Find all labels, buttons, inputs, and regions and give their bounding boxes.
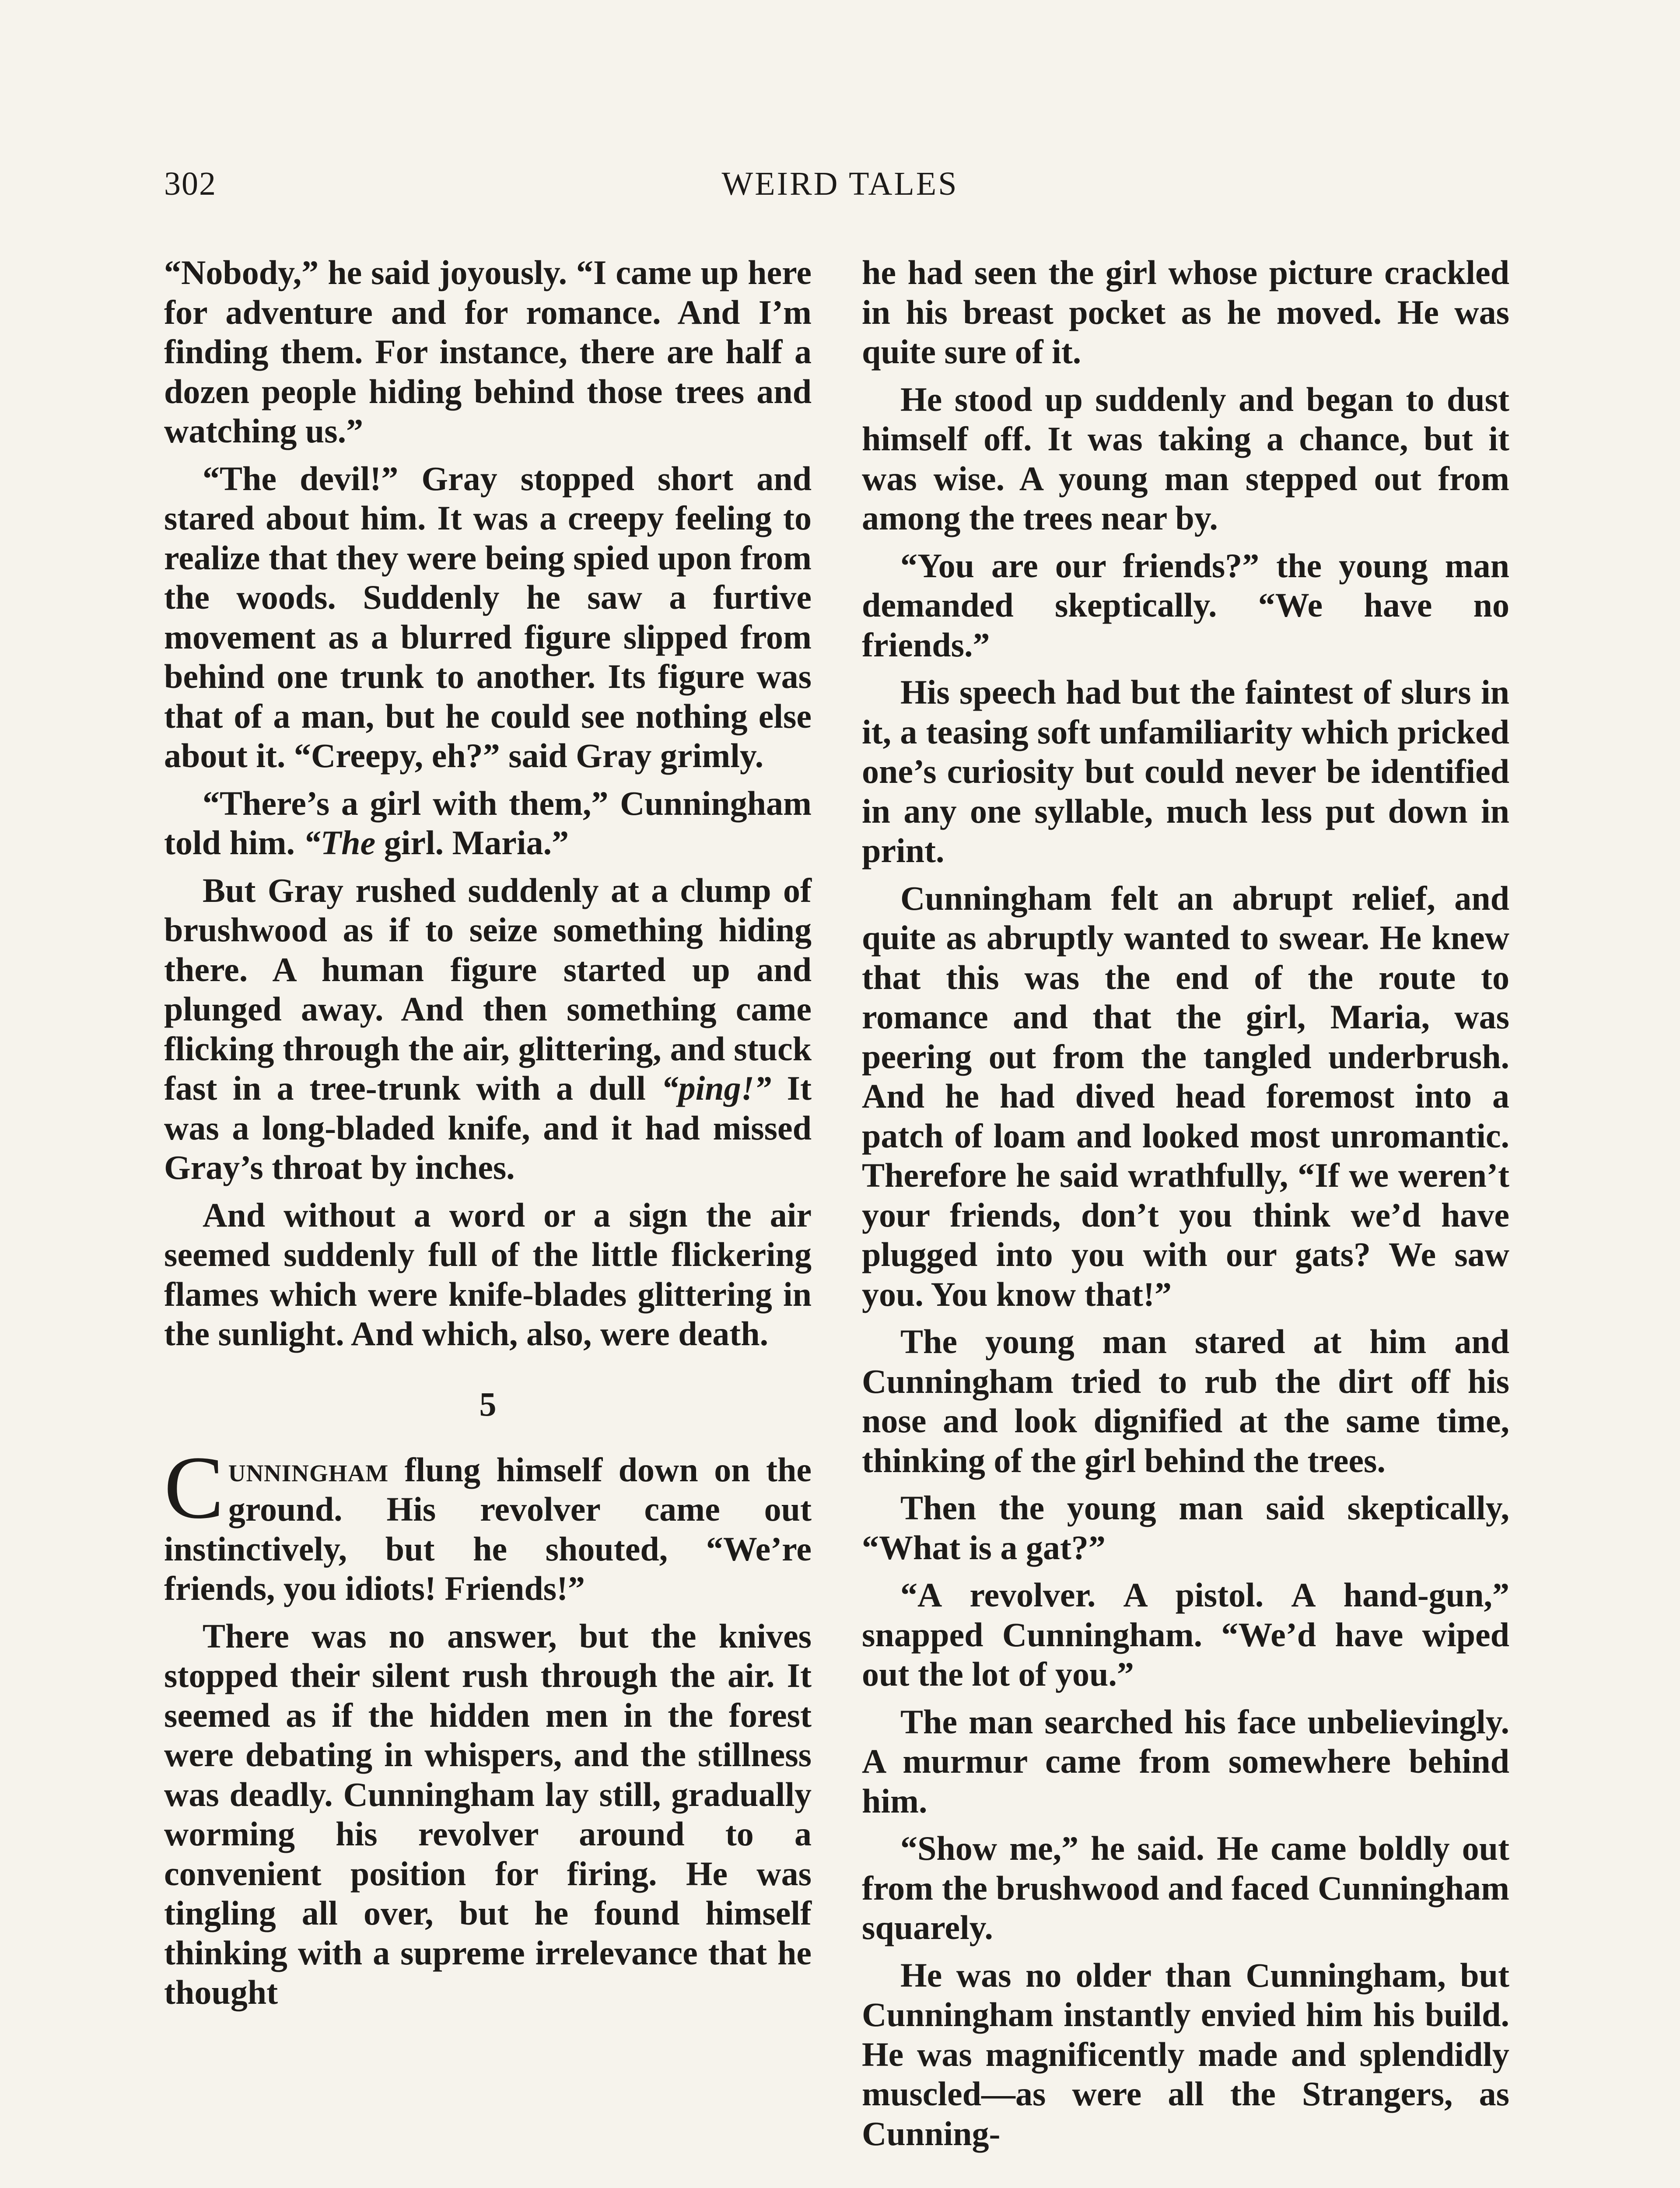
paragraph-text: But Gray rushed suddenly at a clump of brushwood as if to seize something hiding there. A human figure started up and plunged away. And then something came flicking through the air, glittering, and stuck fast in a tree-trunk with a dull	[164, 871, 812, 1107]
section-number: 5	[479, 1385, 497, 1423]
paragraph: He was no older than Cunningham, but Cunningham instantly envied him his build. He was magnificently made and splendidly muscled—as were all the Strangers, as Cunning-	[862, 1956, 1509, 2153]
running-head	[164, 162, 1516, 206]
paragraph	[164, 784, 812, 863]
paragraph-text: flung himself down on the ground. His revolver came out instinctively, but he shouted, “We’re friends, you idiots! Friends!”	[164, 1450, 812, 1607]
magazine-title: WEIRD TALES	[721, 165, 959, 202]
paragraph: “Show me,” he said. He came boldly out from the brushwood and faced Cunningham squarely.	[862, 1829, 1509, 1946]
paragraph: The man searched his face unbelievingly. A murmur came from somewhere behind him.	[862, 1702, 1509, 1820]
emphasized-word: “The	[303, 824, 376, 862]
paragraph: “You are our friends?” the young man demanded skeptically. “We have no friends.”	[862, 546, 1509, 664]
paragraph: His speech had but the faintest of slurs in it, a teasing soft unfamiliarity which pricked one’s curiosity but could never be identified in any one syllable, much less put down in print.	[862, 673, 1509, 870]
paragraph: Cunningham felt an abrupt relief, and quite as abruptly wanted to swear. He knew that this was the end of the route to romance and that the girl, Maria, was peering out from the tangled underbrush. And he had dived head foremost into a patch of loam and looked most unromantic. Therefore he said wrathfully, “If we weren’t your friends, don’t you think we’d have plugged into you with our gats? We saw you. You know that!”	[862, 879, 1509, 1313]
paragraph: “Nobody,” he said joyously. “I came up here for adventure and for romance. And I’m finding them. For instance, there are half a dozen people hiding behind those trees and watching us.”	[164, 253, 812, 450]
emphasized-word: “ping!”	[661, 1069, 771, 1107]
paragraph-text: It was a long-bladed knife, and it had missed Gray’s throat by inches.	[164, 1069, 812, 1186]
paragraph: There was no answer, but the knives stopped their silent rush through the air. It seemed as if the hidden men in the forest were debating in whispers, and the stillness was deadly. Cunningham lay still, gradually worming his revolver around to a convenient position for firing. He was tingling all over, but he found himself thinking with a supreme irrelevance that he thought	[164, 1616, 812, 2011]
page-number: 302	[164, 165, 217, 202]
paragraph: “The devil!” Gray stopped short and stared about him. It was a creepy feeling to realize that they were being spied upon from the woods. Suddenly he saw a furtive movement as a blurred figure slipped from behind one trunk to another. Its figure was that of a man, but he could see nothing else about it. “Creepy, eh?” said Gray grimly.	[164, 459, 812, 775]
right-column	[862, 253, 1509, 2161]
paragraph: “A revolver. A pistol. A hand-gun,” snapped Cunningham. “We’d have wiped out the lot of you.”	[862, 1576, 1509, 1693]
paragraph: he had seen the girl whose picture crackled in his breast pocket as he moved. He was quite sure of it.	[862, 253, 1509, 371]
drop-cap: C	[164, 1438, 224, 1537]
paragraph: He stood up suddenly and began to dust himself off. It was taking a chance, but it was wise. A young man stepped out from among the trees near by.	[862, 380, 1509, 537]
paragraph: Then the young man said skeptically, “What is a gat?”	[862, 1489, 1509, 1567]
left-column	[164, 253, 812, 2020]
small-caps-word: unningham	[228, 1450, 389, 1489]
paragraph: And without a word or a sign the air seemed suddenly full of the little flickering flames which were knife-blades glittering in the sunlight. And which, also, were death.	[164, 1196, 812, 1353]
paragraph-text: girl. Maria.”	[384, 824, 569, 862]
section-opening-paragraph	[164, 1438, 812, 1609]
paragraph: The young man stared at him and Cunningham tried to rub the dirt off his nose and look dignified at the same time, thinking of the girl behind the trees.	[862, 1322, 1509, 1480]
paragraph-text: “There’s a girl with them,” Cunningham told him.	[164, 784, 812, 862]
paragraph	[164, 871, 812, 1188]
